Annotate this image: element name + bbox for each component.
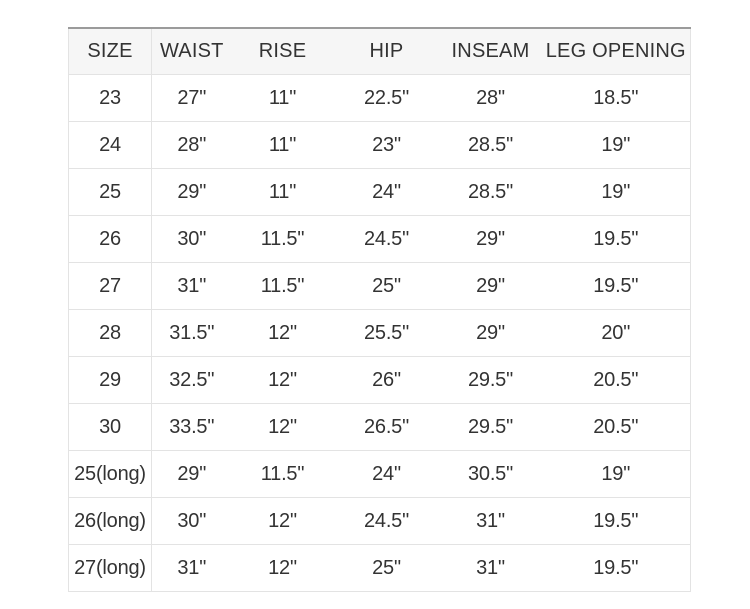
- measurement-cell: 11.5": [232, 263, 334, 310]
- measurement-cell: 12": [232, 498, 334, 545]
- size-cell: 30: [69, 404, 152, 451]
- size-cell: 23: [69, 75, 152, 122]
- measurement-cell: 28": [440, 75, 542, 122]
- measurement-cell: 29": [440, 263, 542, 310]
- size-cell: 29: [69, 357, 152, 404]
- size-chart-table: [68, 27, 691, 592]
- measurement-cell: 28.5": [440, 169, 542, 216]
- measurement-cell: 28.5": [440, 122, 542, 169]
- measurement-cell: 19.5": [542, 545, 691, 592]
- column-header-hip: HIP: [334, 28, 440, 75]
- measurement-cell: 11.5": [232, 216, 334, 263]
- measurement-cell: 30.5": [440, 451, 542, 498]
- measurement-cell: 29": [152, 451, 232, 498]
- measurement-cell: 33.5": [152, 404, 232, 451]
- measurement-cell: 19": [542, 451, 691, 498]
- measurement-cell: 11": [232, 169, 334, 216]
- size-cell: 27(long): [69, 545, 152, 592]
- measurement-cell: 19.5": [542, 216, 691, 263]
- size-cell: 24: [69, 122, 152, 169]
- measurement-cell: 31": [440, 498, 542, 545]
- measurement-cell: 27": [152, 75, 232, 122]
- measurement-cell: 26": [334, 357, 440, 404]
- table-row: [69, 216, 691, 263]
- size-chart-container: [68, 27, 691, 592]
- measurement-cell: 26.5": [334, 404, 440, 451]
- table-row: [69, 404, 691, 451]
- measurement-cell: 19": [542, 122, 691, 169]
- measurement-cell: 32.5": [152, 357, 232, 404]
- measurement-cell: 24.5": [334, 498, 440, 545]
- measurement-cell: 20.5": [542, 404, 691, 451]
- measurement-cell: 24": [334, 169, 440, 216]
- table-row: [69, 75, 691, 122]
- column-header-inseam: INSEAM: [440, 28, 542, 75]
- header-row: [69, 28, 691, 75]
- measurement-cell: 12": [232, 545, 334, 592]
- size-cell: 26(long): [69, 498, 152, 545]
- measurement-cell: 11": [232, 122, 334, 169]
- measurement-cell: 31": [152, 545, 232, 592]
- measurement-cell: 31": [440, 545, 542, 592]
- column-header-waist: WAIST: [152, 28, 232, 75]
- measurement-cell: 11.5": [232, 451, 334, 498]
- measurement-cell: 20.5": [542, 357, 691, 404]
- measurement-cell: 25": [334, 545, 440, 592]
- table-body: [69, 75, 691, 592]
- size-cell: 25: [69, 169, 152, 216]
- table-row: [69, 545, 691, 592]
- measurement-cell: 29.5": [440, 357, 542, 404]
- table-row: [69, 169, 691, 216]
- measurement-cell: 12": [232, 310, 334, 357]
- size-cell: 27: [69, 263, 152, 310]
- measurement-cell: 23": [334, 122, 440, 169]
- table-row: [69, 357, 691, 404]
- measurement-cell: 31.5": [152, 310, 232, 357]
- measurement-cell: 18.5": [542, 75, 691, 122]
- size-cell: 28: [69, 310, 152, 357]
- measurement-cell: 11": [232, 75, 334, 122]
- measurement-cell: 19.5": [542, 263, 691, 310]
- size-cell: 26: [69, 216, 152, 263]
- table-row: [69, 310, 691, 357]
- measurement-cell: 25": [334, 263, 440, 310]
- measurement-cell: 29": [440, 310, 542, 357]
- column-header-leg-opening: LEG OPENING: [542, 28, 691, 75]
- measurement-cell: 19.5": [542, 498, 691, 545]
- table-row: [69, 263, 691, 310]
- size-cell: 25(long): [69, 451, 152, 498]
- measurement-cell: 28": [152, 122, 232, 169]
- measurement-cell: 12": [232, 404, 334, 451]
- measurement-cell: 12": [232, 357, 334, 404]
- table-row: [69, 122, 691, 169]
- measurement-cell: 29.5": [440, 404, 542, 451]
- column-header-rise: RISE: [232, 28, 334, 75]
- measurement-cell: 25.5": [334, 310, 440, 357]
- measurement-cell: 30": [152, 498, 232, 545]
- measurement-cell: 20": [542, 310, 691, 357]
- table-row: [69, 451, 691, 498]
- measurement-cell: 24": [334, 451, 440, 498]
- measurement-cell: 19": [542, 169, 691, 216]
- measurement-cell: 29": [152, 169, 232, 216]
- measurement-cell: 24.5": [334, 216, 440, 263]
- column-header-size: SIZE: [69, 28, 152, 75]
- measurement-cell: 29": [440, 216, 542, 263]
- measurement-cell: 22.5": [334, 75, 440, 122]
- table-row: [69, 498, 691, 545]
- measurement-cell: 31": [152, 263, 232, 310]
- measurement-cell: 30": [152, 216, 232, 263]
